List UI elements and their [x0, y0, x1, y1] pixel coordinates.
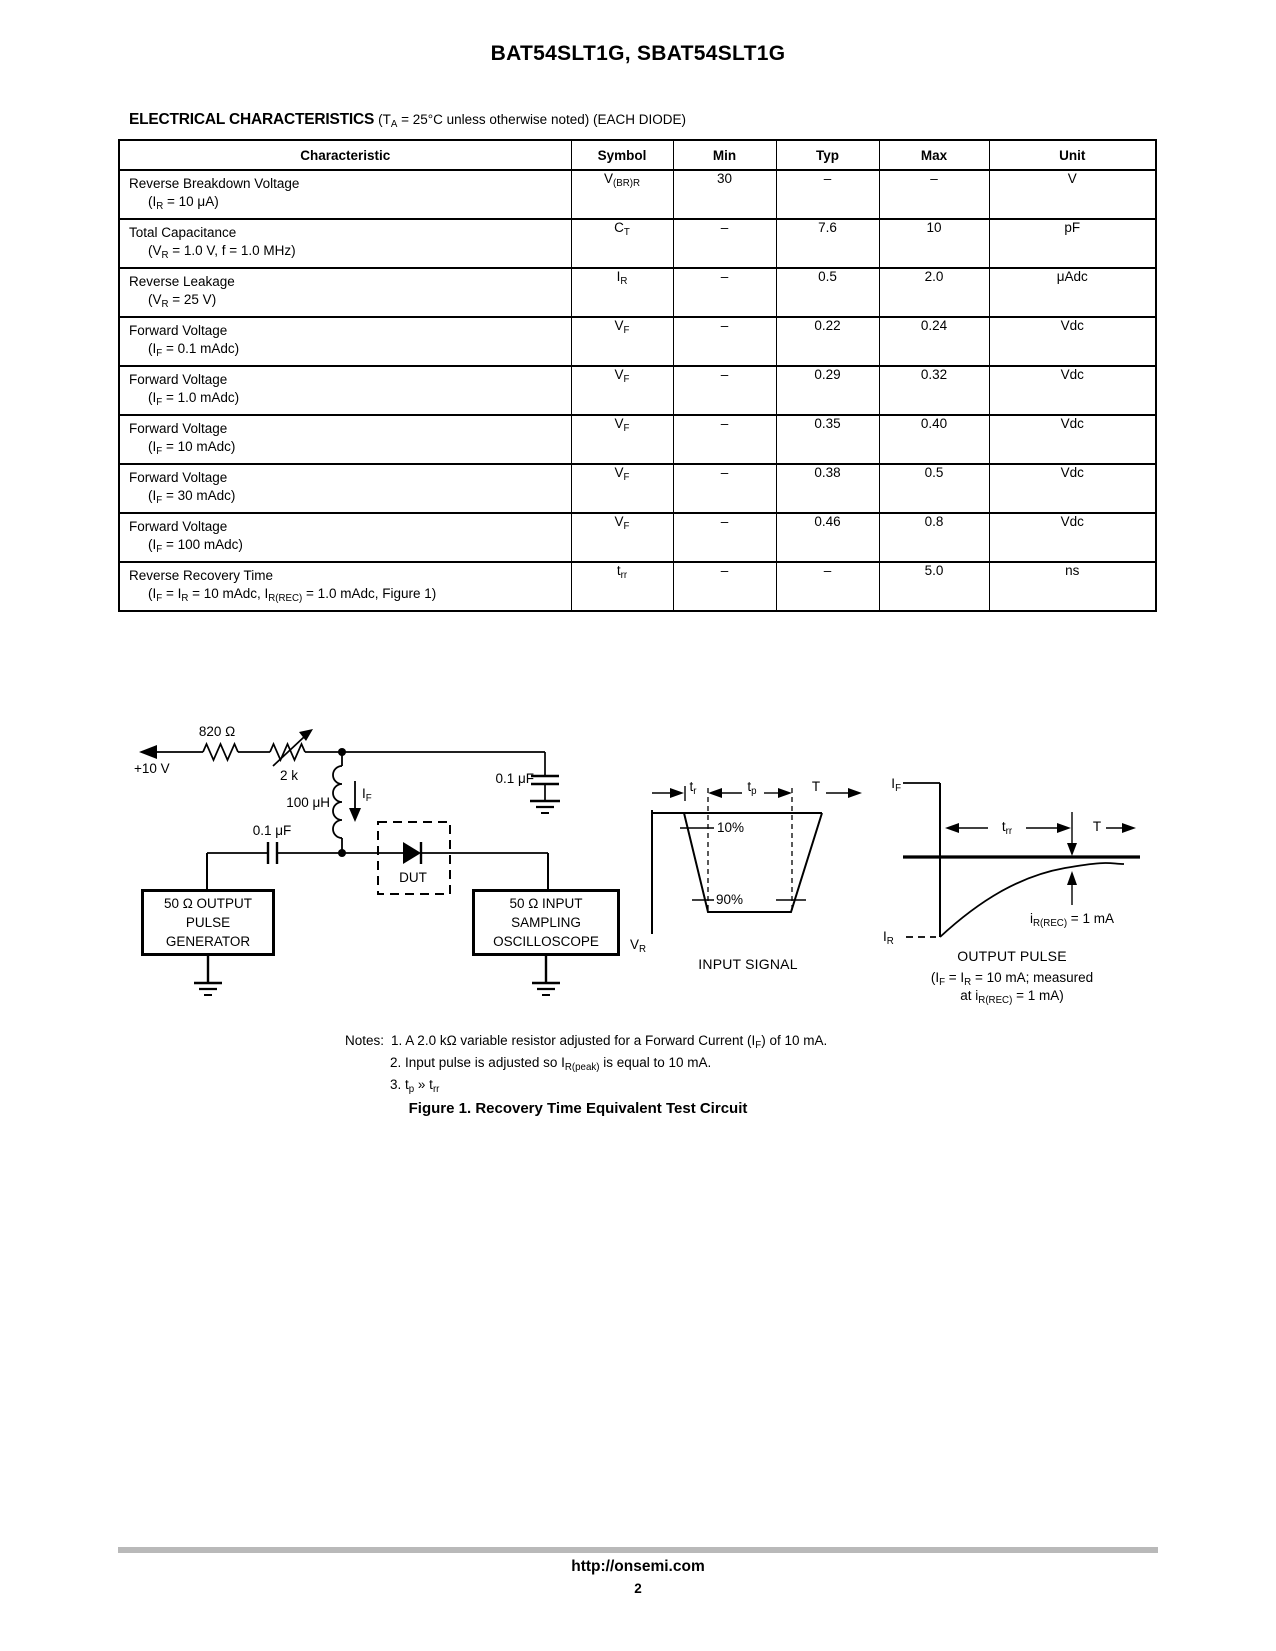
- oscilloscope-line3: OSCILLOSCOPE: [493, 934, 599, 949]
- max-cell: 0.8: [879, 513, 989, 562]
- min-cell: –: [673, 562, 776, 611]
- unit-cell: Vdc: [989, 366, 1156, 415]
- symbol-cell: $I_R$: [571, 268, 673, 317]
- footer-page-number: 2: [634, 1581, 642, 1596]
- col-header-min: Min: [673, 140, 776, 170]
- characteristic-cell: [119, 513, 571, 562]
- symbol-cell: $t_{rr}$: [571, 562, 673, 611]
- characteristic-cell: [119, 268, 571, 317]
- characteristic-name: Reverse Breakdown Voltage: [129, 176, 300, 191]
- notes-prefix: Notes:: [345, 1033, 385, 1048]
- max-cell: –: [879, 170, 989, 219]
- section-heading: [129, 111, 686, 129]
- characteristic-condition: ($I_F = 0.1$ mAdc): [148, 341, 240, 359]
- electrical-characteristics-table: [118, 139, 1157, 612]
- tr-label: $t_r$: [689, 779, 697, 797]
- unit-cell: μAdc: [989, 268, 1156, 317]
- if-level-label: $I_F$: [891, 776, 901, 794]
- resistor-2k-label: 2 k: [279, 768, 299, 783]
- diode-symbol: [403, 842, 421, 864]
- unit-cell: Vdc: [989, 464, 1156, 513]
- col-header-max: Max: [879, 140, 989, 170]
- vr-axis-label: $V_R$: [630, 937, 647, 955]
- characteristic-condition: ($V_R = 1.0$ V, f = 1.0 MHz): [148, 243, 296, 261]
- variable-resistor-arrow: [273, 737, 304, 766]
- characteristic-condition: ($I_F = 1.0$ mAdc): [148, 390, 240, 408]
- t-label-output: T: [1092, 819, 1102, 834]
- typ-cell: 0.29: [776, 366, 879, 415]
- typ-cell: –: [776, 170, 879, 219]
- oscilloscope-line1: 50 Ω INPUT: [509, 896, 583, 911]
- pulse-generator-box: [141, 889, 275, 956]
- table-row: [119, 562, 1156, 611]
- typ-cell: 0.46: [776, 513, 879, 562]
- table-row: [119, 513, 1156, 562]
- sampling-oscilloscope-box: [472, 889, 620, 956]
- output-pulse-cond2: at $i_{R(REC)} = 1$ mA): [960, 988, 1064, 1006]
- min-cell: –: [673, 219, 776, 268]
- pulse-generator-line3: GENERATOR: [165, 934, 251, 949]
- typ-cell: 0.35: [776, 415, 879, 464]
- page-title: BAT54SLT1G, SBAT54SLT1G: [490, 42, 786, 65]
- table-row: [119, 464, 1156, 513]
- inductor-symbol: [333, 766, 342, 838]
- spec-table-body: [119, 170, 1156, 611]
- unit-cell: Vdc: [989, 415, 1156, 464]
- typ-cell: 7.6: [776, 219, 879, 268]
- col-header-characteristic: Characteristic: [119, 140, 571, 170]
- figure-caption: Figure 1. Recovery Time Equivalent Test Circuit: [408, 1100, 748, 1117]
- typ-cell: 0.38: [776, 464, 879, 513]
- min-cell: 30: [673, 170, 776, 219]
- unit-cell: V: [989, 170, 1156, 219]
- variable-resistor-arrowhead: [299, 729, 313, 741]
- note-3: 3. $t_p$ » $t_{rr}$: [390, 1077, 440, 1095]
- max-cell: 2.0: [879, 268, 989, 317]
- max-cell: 10: [879, 219, 989, 268]
- note-1: 1. A 2.0 kΩ variable resistor adjusted for a Forward Current $(I_F)$ of 10 mA.: [391, 1033, 828, 1051]
- unit-cell: Vdc: [989, 513, 1156, 562]
- note-2: 2. Input pulse is adjusted so $I_{R(peak)}$ is equal to 10 mA.: [390, 1055, 712, 1073]
- t-label-input: T: [811, 779, 821, 794]
- pct90-label: 90%: [716, 892, 744, 907]
- symbol-cell: $V_F$: [571, 464, 673, 513]
- characteristic-cell: [119, 415, 571, 464]
- supply-arrowhead: [139, 745, 157, 759]
- symbol-cell: $V_F$: [571, 513, 673, 562]
- cap-top-label: 0.1 μF: [495, 771, 534, 786]
- symbol-cell: $C_T$: [571, 219, 673, 268]
- unit-cell: ns: [989, 562, 1156, 611]
- ir-level-label: $I_R$: [883, 929, 894, 947]
- max-cell: 0.24: [879, 317, 989, 366]
- min-cell: –: [673, 513, 776, 562]
- pulse-generator-line1: 50 Ω OUTPUT: [163, 896, 253, 911]
- node-dot-bottom: [338, 849, 346, 857]
- max-cell: 0.40: [879, 415, 989, 464]
- characteristic-cell: [119, 317, 571, 366]
- note-line-1: [345, 1030, 827, 1052]
- min-cell: –: [673, 268, 776, 317]
- table-row: [119, 317, 1156, 366]
- unit-cell: Vdc: [989, 317, 1156, 366]
- node-dot-top: [338, 748, 346, 756]
- characteristic-name: Total Capacitance: [129, 225, 237, 240]
- table-row: [119, 415, 1156, 464]
- table-row: [119, 366, 1156, 415]
- irrec-label: $i_{R(REC)} = 1$ mA: [1030, 911, 1114, 929]
- input-signal-caption: INPUT SIGNAL: [698, 956, 798, 972]
- max-cell: 0.32: [879, 366, 989, 415]
- characteristic-condition: ($I_R = 10$ μA): [148, 194, 219, 212]
- dut-label: DUT: [399, 870, 427, 885]
- pct10-label: 10%: [717, 820, 745, 835]
- input-trapezoid: [684, 813, 822, 912]
- characteristic-cell: [119, 464, 571, 513]
- min-cell: –: [673, 317, 776, 366]
- min-cell: –: [673, 415, 776, 464]
- max-cell: 0.5: [879, 464, 989, 513]
- characteristic-name: Reverse Recovery Time: [129, 568, 274, 583]
- symbol-cell: $V_F$: [571, 317, 673, 366]
- characteristic-cell: [119, 562, 571, 611]
- resistor-820-label: 820 Ω: [198, 724, 236, 739]
- output-pulse-caption: OUTPUT PULSE: [957, 948, 1067, 964]
- table-row: [119, 268, 1156, 317]
- characteristic-condition: ($I_F = 10$ mAdc): [148, 439, 236, 457]
- characteristic-cell: [119, 366, 571, 415]
- oscilloscope-line2: SAMPLING: [511, 915, 581, 930]
- section-heading-title: ELECTRICAL CHARACTERISTICS: [129, 111, 375, 128]
- min-cell: –: [673, 464, 776, 513]
- characteristic-name: Reverse Leakage: [129, 274, 235, 289]
- pulse-generator-line2: PULSE: [185, 915, 231, 930]
- col-header-symbol: Symbol: [571, 140, 673, 170]
- table-header-row: [119, 140, 1156, 170]
- inductor-label: 100 μH: [286, 795, 330, 810]
- symbol-cell: $V_F$: [571, 415, 673, 464]
- resistor-2k-symbol: [270, 744, 305, 760]
- symbol-cell: $V_F$: [571, 366, 673, 415]
- characteristic-cell: [119, 170, 571, 219]
- characteristic-name: Forward Voltage: [129, 470, 228, 485]
- characteristic-condition: ($V_R = 25$ V): [148, 292, 217, 310]
- unit-cell: pF: [989, 219, 1156, 268]
- characteristic-name: Forward Voltage: [129, 372, 228, 387]
- resistor-820-symbol: [203, 744, 238, 760]
- figure-notes: [345, 1030, 827, 1096]
- typ-cell: –: [776, 562, 879, 611]
- characteristic-name: Forward Voltage: [129, 421, 228, 436]
- footer-divider: [118, 1547, 1158, 1553]
- characteristic-condition: ($I_F = 100$ mAdc): [148, 537, 243, 555]
- characteristic-condition: ($I_F = I_R = 10$ mAdc, $I_{R(REC)} = 1.0$ mAdc, Figure 1): [148, 586, 437, 604]
- characteristic-condition: ($I_F = 30$ mAdc): [148, 488, 236, 506]
- min-cell: –: [673, 366, 776, 415]
- symbol-cell: $V_{(BR)R}$: [571, 170, 673, 219]
- if-arrowhead: [349, 808, 361, 822]
- footer-url[interactable]: http://onsemi.com: [571, 1558, 705, 1575]
- typ-cell: 0.5: [776, 268, 879, 317]
- section-heading-note: ($T_A = 25^\circ C$ unless otherwise noted) (EACH DIODE): [378, 112, 686, 130]
- table-row: [119, 219, 1156, 268]
- col-header-typ: Typ: [776, 140, 879, 170]
- tp-label: $t_p$: [747, 779, 757, 797]
- max-cell: 5.0: [879, 562, 989, 611]
- typ-cell: 0.22: [776, 317, 879, 366]
- if-arrow-label: $I_F$: [362, 786, 372, 804]
- characteristic-name: Forward Voltage: [129, 323, 228, 338]
- table-row: [119, 170, 1156, 219]
- characteristic-cell: [119, 219, 571, 268]
- output-pulse-cond1: ($I_F = I_R = 10$ mA; measured: [930, 970, 1094, 988]
- trr-label: $t_{rr}$: [1001, 819, 1013, 837]
- cap-bottom-label: 0.1 μF: [252, 823, 292, 838]
- characteristic-name: Forward Voltage: [129, 519, 228, 534]
- col-header-unit: Unit: [989, 140, 1156, 170]
- supply-voltage-label: +10 V: [134, 761, 170, 776]
